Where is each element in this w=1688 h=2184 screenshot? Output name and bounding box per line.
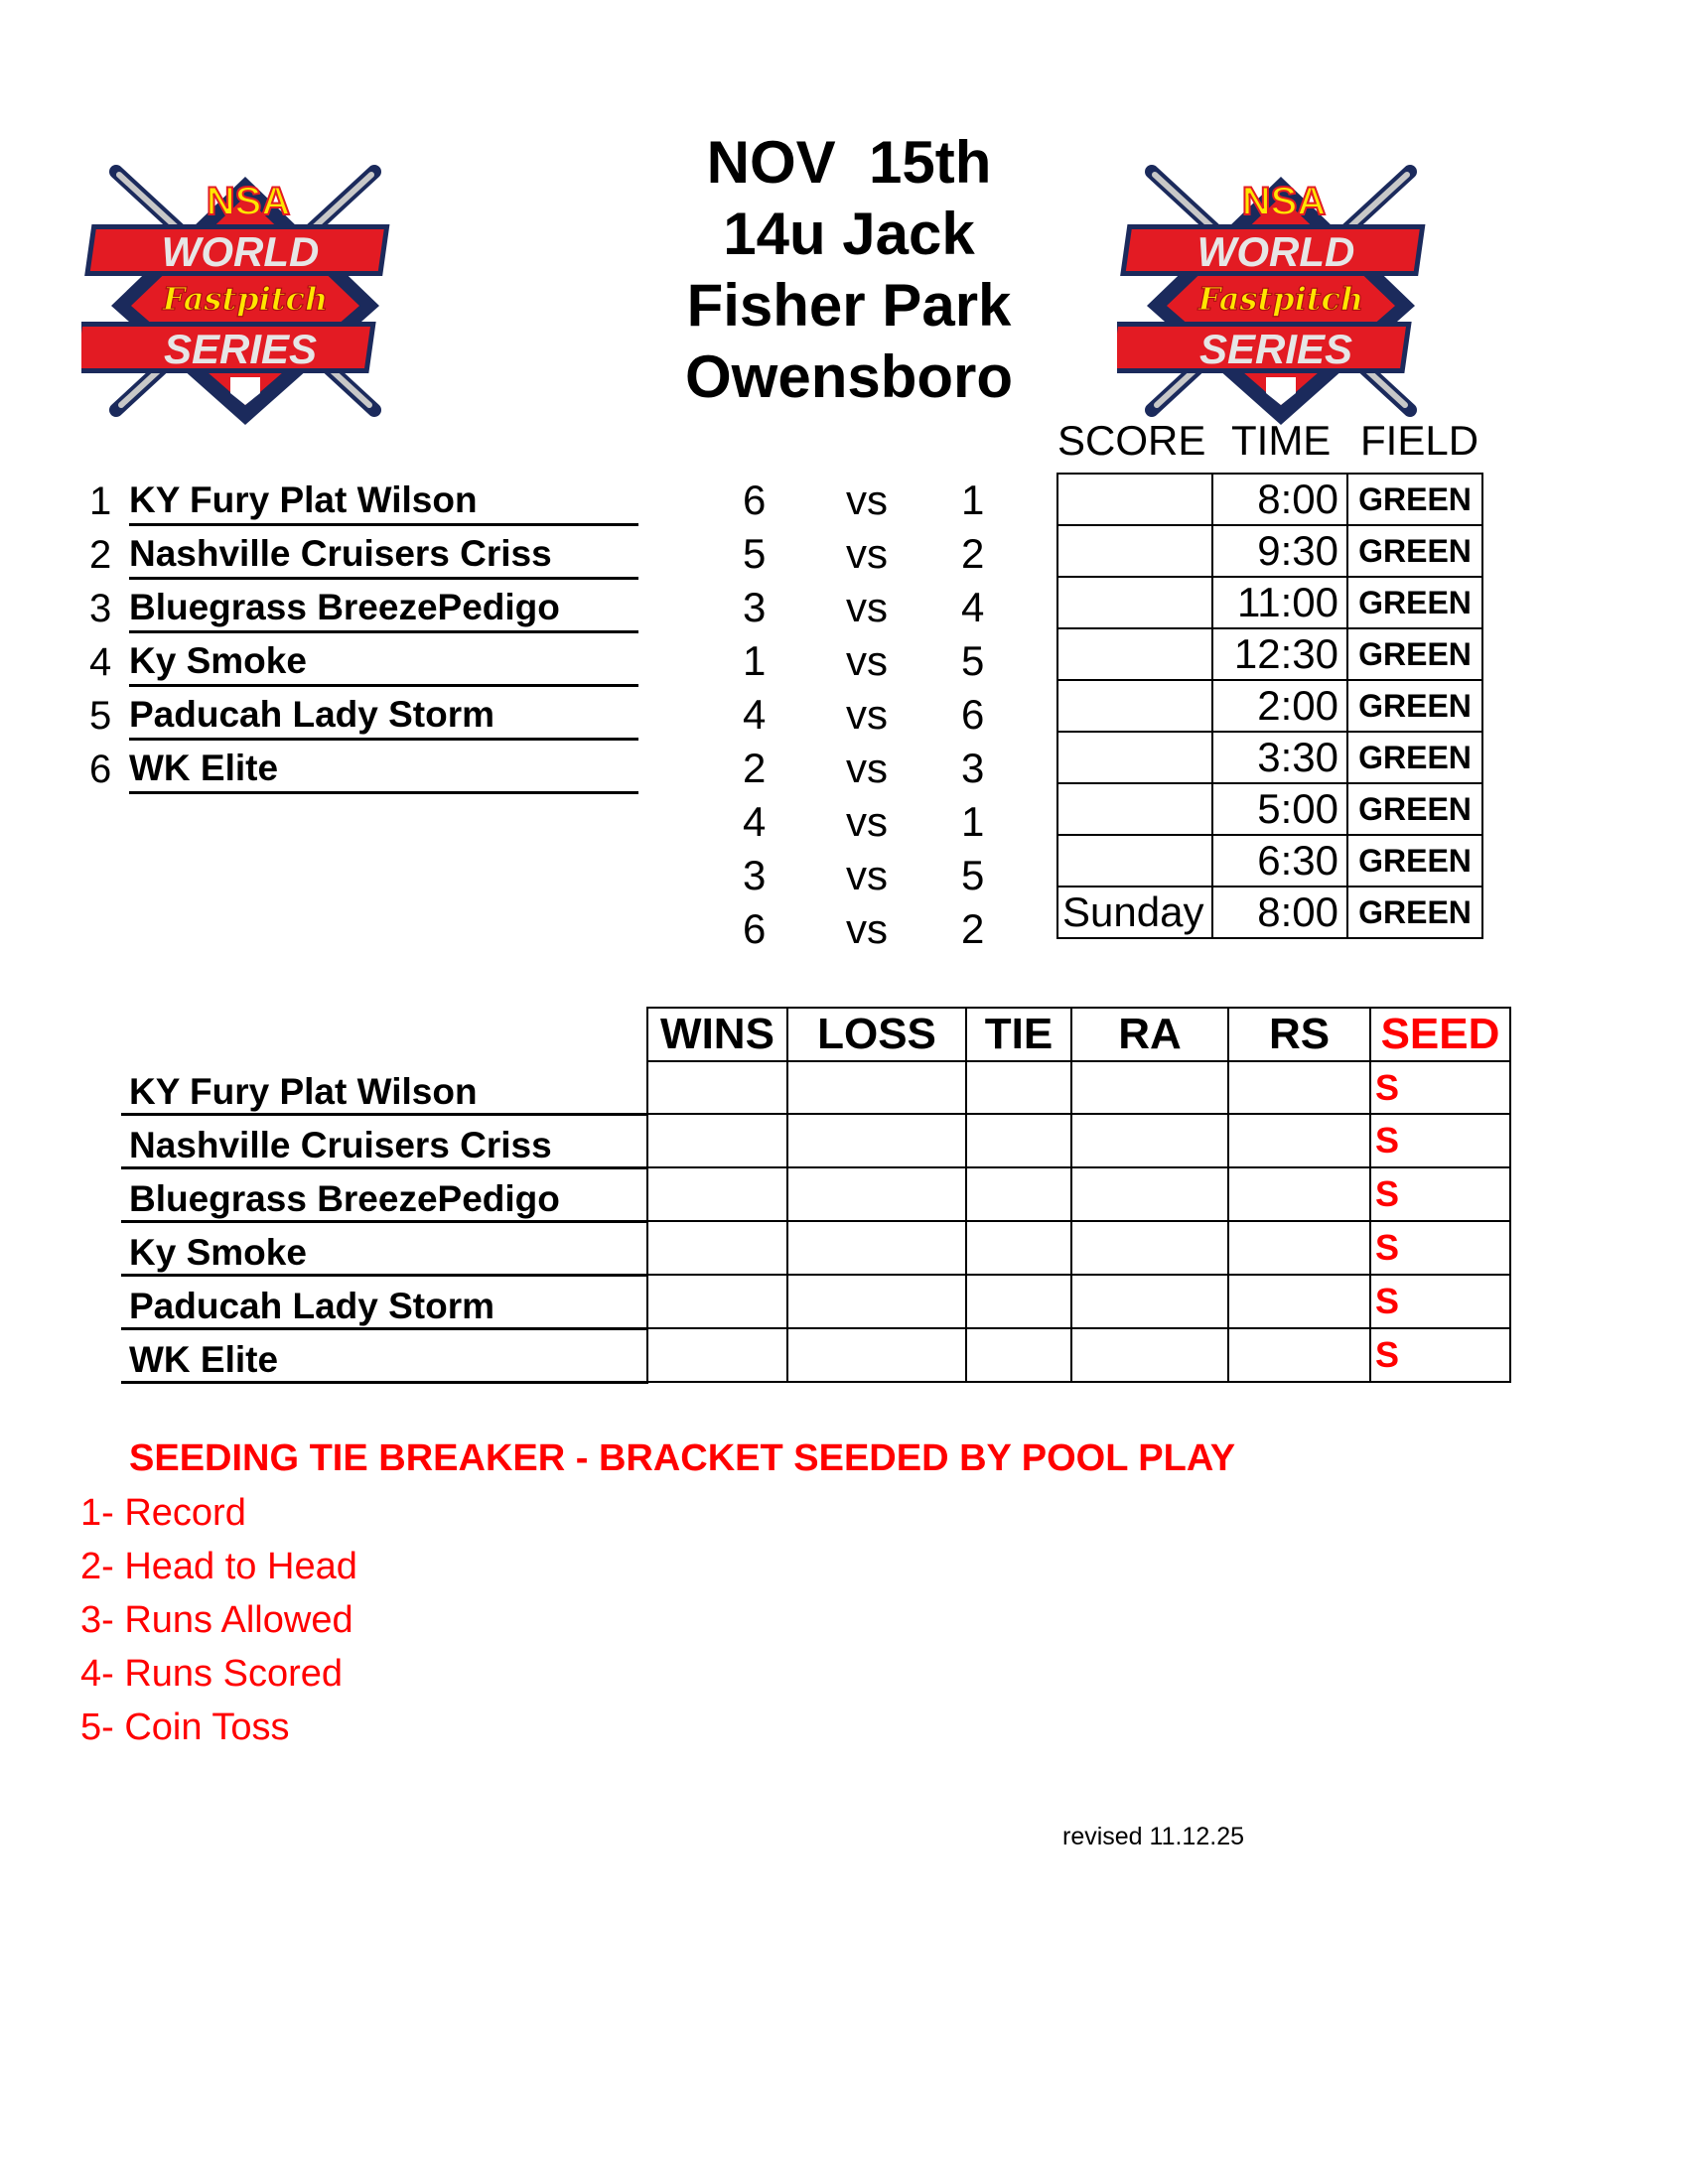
loss-cell[interactable] <box>787 1221 966 1275</box>
seed-cell: S <box>1370 1114 1510 1167</box>
time-cell: 5:00 <box>1212 783 1347 835</box>
matchup-row <box>695 741 1053 794</box>
tiebreaker-item: 4- Runs Scored <box>80 1653 344 1695</box>
matchup-row <box>695 633 1053 687</box>
standings-row <box>121 1114 1510 1167</box>
team-name: Paducah Lady Storm <box>129 694 638 741</box>
time-header: TIME <box>1231 417 1332 464</box>
matchup-row <box>695 473 1053 526</box>
home-team-number: 6 <box>743 477 767 523</box>
tie-cell[interactable] <box>966 1114 1071 1167</box>
team-list-item <box>87 580 638 633</box>
time-cell: 3:30 <box>1212 732 1347 783</box>
time-cell: 9:30 <box>1212 525 1347 577</box>
field-cell: GREEN <box>1347 525 1482 577</box>
time-cell: 8:00 <box>1212 474 1347 525</box>
rs-cell[interactable] <box>1228 1061 1370 1114</box>
standings-header-wins: WINS <box>647 1008 787 1061</box>
field-cell: GREEN <box>1347 474 1482 525</box>
standings-team-name: Bluegrass BreezePedigo <box>121 1167 647 1221</box>
rs-cell[interactable] <box>1228 1275 1370 1328</box>
team-number: 3 <box>89 587 112 630</box>
matchup-row <box>695 901 1053 955</box>
schedule-row <box>1057 732 1482 783</box>
away-team-number: 3 <box>961 745 985 791</box>
field-header: FIELD <box>1360 417 1479 464</box>
wins-cell[interactable] <box>647 1275 787 1328</box>
matchup-row <box>695 687 1053 741</box>
away-team-number: 2 <box>961 905 985 952</box>
wins-cell[interactable] <box>647 1221 787 1275</box>
score-cell[interactable] <box>1057 474 1212 525</box>
vs-label: vs <box>846 905 888 952</box>
team-name: Bluegrass BreezePedigo <box>129 587 638 633</box>
seed-cell: S <box>1370 1221 1510 1275</box>
away-team-number: 5 <box>961 852 985 898</box>
tiebreaker-item: 1- Record <box>80 1492 246 1534</box>
score-cell[interactable] <box>1057 628 1212 680</box>
team-number: 5 <box>89 694 112 738</box>
team-list-item <box>87 633 638 687</box>
schedule-row <box>1057 783 1482 835</box>
schedule-row <box>1057 680 1482 732</box>
matchup-row <box>695 526 1053 580</box>
svg-text:SERIES: SERIES <box>1198 326 1353 372</box>
team-number: 1 <box>89 479 112 523</box>
vs-label: vs <box>846 852 888 898</box>
time-cell: 2:00 <box>1212 680 1347 732</box>
field-cell: GREEN <box>1347 887 1482 938</box>
ra-cell[interactable] <box>1071 1328 1228 1382</box>
schedule-row <box>1057 887 1482 938</box>
home-team-number: 3 <box>743 584 767 630</box>
svg-text:Fastpitch: Fastpitch <box>1197 280 1364 318</box>
field-cell: GREEN <box>1347 680 1482 732</box>
field-cell: GREEN <box>1347 628 1482 680</box>
title-division: 14u Jack <box>723 201 975 267</box>
tie-cell[interactable] <box>966 1061 1071 1114</box>
schedule-row <box>1057 835 1482 887</box>
standings-header-tie: TIE <box>966 1008 1071 1061</box>
score-cell[interactable] <box>1057 680 1212 732</box>
nsa-world-series-logo-left <box>81 157 409 425</box>
loss-cell[interactable] <box>787 1114 966 1167</box>
svg-text:NSA: NSA <box>206 180 291 223</box>
standings-header-loss: LOSS <box>787 1008 966 1061</box>
vs-label: vs <box>846 745 888 791</box>
ra-cell[interactable] <box>1071 1167 1228 1221</box>
standings-table <box>121 1007 1511 1384</box>
team-name: Ky Smoke <box>129 640 638 687</box>
vs-label: vs <box>846 477 888 523</box>
standings-team-name: WK Elite <box>121 1328 647 1382</box>
vs-label: vs <box>846 691 888 738</box>
team-list-item <box>87 473 638 526</box>
tie-cell[interactable] <box>966 1167 1071 1221</box>
team-list-item <box>87 741 638 794</box>
standings-header-rs: RS <box>1228 1008 1370 1061</box>
home-team-number: 6 <box>743 905 767 952</box>
tiebreaker-item: 5- Coin Toss <box>80 1706 290 1748</box>
team-name: KY Fury Plat Wilson <box>129 479 638 526</box>
standings-row <box>121 1167 1510 1221</box>
score-cell[interactable] <box>1057 525 1212 577</box>
team-number: 2 <box>89 533 112 577</box>
loss-cell[interactable] <box>787 1328 966 1382</box>
schedule-row <box>1057 525 1482 577</box>
title-park: Fisher Park <box>686 272 1012 339</box>
standings-row <box>121 1275 1510 1328</box>
home-team-number: 4 <box>743 691 767 738</box>
seed-cell: S <box>1370 1167 1510 1221</box>
svg-text:SERIES: SERIES <box>163 326 318 372</box>
score-cell[interactable] <box>1057 835 1212 887</box>
away-team-number: 6 <box>961 691 985 738</box>
standings-team-name: Ky Smoke <box>121 1221 647 1275</box>
time-cell: 8:00 <box>1212 887 1347 938</box>
svg-text:NSA: NSA <box>1241 180 1327 223</box>
event-title <box>635 127 1062 413</box>
vs-label: vs <box>846 798 888 845</box>
vs-label: vs <box>846 530 888 577</box>
rs-cell[interactable] <box>1228 1114 1370 1167</box>
loss-cell[interactable] <box>787 1167 966 1221</box>
rs-cell[interactable] <box>1228 1167 1370 1221</box>
home-team-number: 5 <box>743 530 767 577</box>
revised-date: revised 11.12.25 <box>1062 1823 1244 1850</box>
team-number: 4 <box>89 640 112 684</box>
title-city: Owensboro <box>684 343 1014 410</box>
wins-cell[interactable] <box>647 1167 787 1221</box>
ra-cell[interactable] <box>1071 1221 1228 1275</box>
home-team-number: 2 <box>743 745 767 791</box>
ra-cell[interactable] <box>1071 1061 1228 1114</box>
away-team-number: 5 <box>961 637 985 684</box>
field-cell: GREEN <box>1347 835 1482 887</box>
wins-cell[interactable] <box>647 1328 787 1382</box>
team-name: WK Elite <box>129 748 638 794</box>
schedule-row <box>1057 474 1482 525</box>
svg-text:WORLD: WORLD <box>1196 228 1355 275</box>
score-cell[interactable] <box>1057 732 1212 783</box>
score-cell[interactable] <box>1057 577 1212 628</box>
home-team-number: 3 <box>743 852 767 898</box>
tiebreaker-item: 3- Runs Allowed <box>80 1599 353 1641</box>
ra-cell[interactable] <box>1071 1275 1228 1328</box>
ra-cell[interactable] <box>1071 1114 1228 1167</box>
seed-cell: S <box>1370 1061 1510 1114</box>
matchup-row <box>695 848 1053 901</box>
rs-cell[interactable] <box>1228 1328 1370 1382</box>
wins-cell[interactable] <box>647 1061 787 1114</box>
vs-label: vs <box>846 584 888 630</box>
wins-cell[interactable] <box>647 1114 787 1167</box>
loss-cell[interactable] <box>787 1275 966 1328</box>
standings-header-seed: SEED <box>1370 1008 1510 1061</box>
tie-cell[interactable] <box>966 1275 1071 1328</box>
score-header: SCORE <box>1057 417 1206 464</box>
standings-row <box>121 1221 1510 1275</box>
away-team-number: 4 <box>961 584 985 630</box>
schedule-row <box>1057 628 1482 680</box>
team-number: 6 <box>89 748 112 791</box>
team-name: Nashville Cruisers Criss <box>129 533 638 580</box>
standings-row <box>121 1061 1510 1114</box>
matchup-row <box>695 794 1053 848</box>
score-cell[interactable]: Sunday <box>1057 887 1212 938</box>
team-list-item <box>87 687 638 741</box>
time-cell: 11:00 <box>1212 577 1347 628</box>
time-cell: 6:30 <box>1212 835 1347 887</box>
vs-label: vs <box>846 637 888 684</box>
away-team-number: 1 <box>961 798 985 845</box>
nsa-world-series-logo-right <box>1117 157 1445 425</box>
field-cell: GREEN <box>1347 577 1482 628</box>
time-cell: 12:30 <box>1212 628 1347 680</box>
schedule-row <box>1057 577 1482 628</box>
matchup-row <box>695 580 1053 633</box>
standings-team-name: Paducah Lady Storm <box>121 1275 647 1328</box>
tie-cell[interactable] <box>966 1221 1071 1275</box>
field-cell: GREEN <box>1347 783 1482 835</box>
away-team-number: 1 <box>961 477 985 523</box>
loss-cell[interactable] <box>787 1061 966 1114</box>
seed-cell: S <box>1370 1328 1510 1382</box>
away-team-number: 2 <box>961 530 985 577</box>
title-date: NOV 15th <box>706 129 992 196</box>
svg-text:WORLD: WORLD <box>161 228 320 275</box>
standings-team-name: KY Fury Plat Wilson <box>121 1061 647 1114</box>
home-team-number: 1 <box>743 637 767 684</box>
tiebreaker-heading: SEEDING TIE BREAKER - BRACKET SEEDED BY POOL PLAY <box>129 1437 1236 1479</box>
tiebreaker-item: 2- Head to Head <box>80 1546 357 1587</box>
schedule-table <box>1056 473 1483 939</box>
blank-header <box>121 1008 647 1061</box>
rs-cell[interactable] <box>1228 1221 1370 1275</box>
svg-text:Fastpitch: Fastpitch <box>162 280 329 318</box>
team-list-item <box>87 526 638 580</box>
score-cell[interactable] <box>1057 783 1212 835</box>
seed-cell: S <box>1370 1275 1510 1328</box>
field-cell: GREEN <box>1347 732 1482 783</box>
standings-header-ra: RA <box>1071 1008 1228 1061</box>
tie-cell[interactable] <box>966 1328 1071 1382</box>
home-team-number: 4 <box>743 798 767 845</box>
standings-team-name: Nashville Cruisers Criss <box>121 1114 647 1167</box>
standings-row <box>121 1328 1510 1382</box>
